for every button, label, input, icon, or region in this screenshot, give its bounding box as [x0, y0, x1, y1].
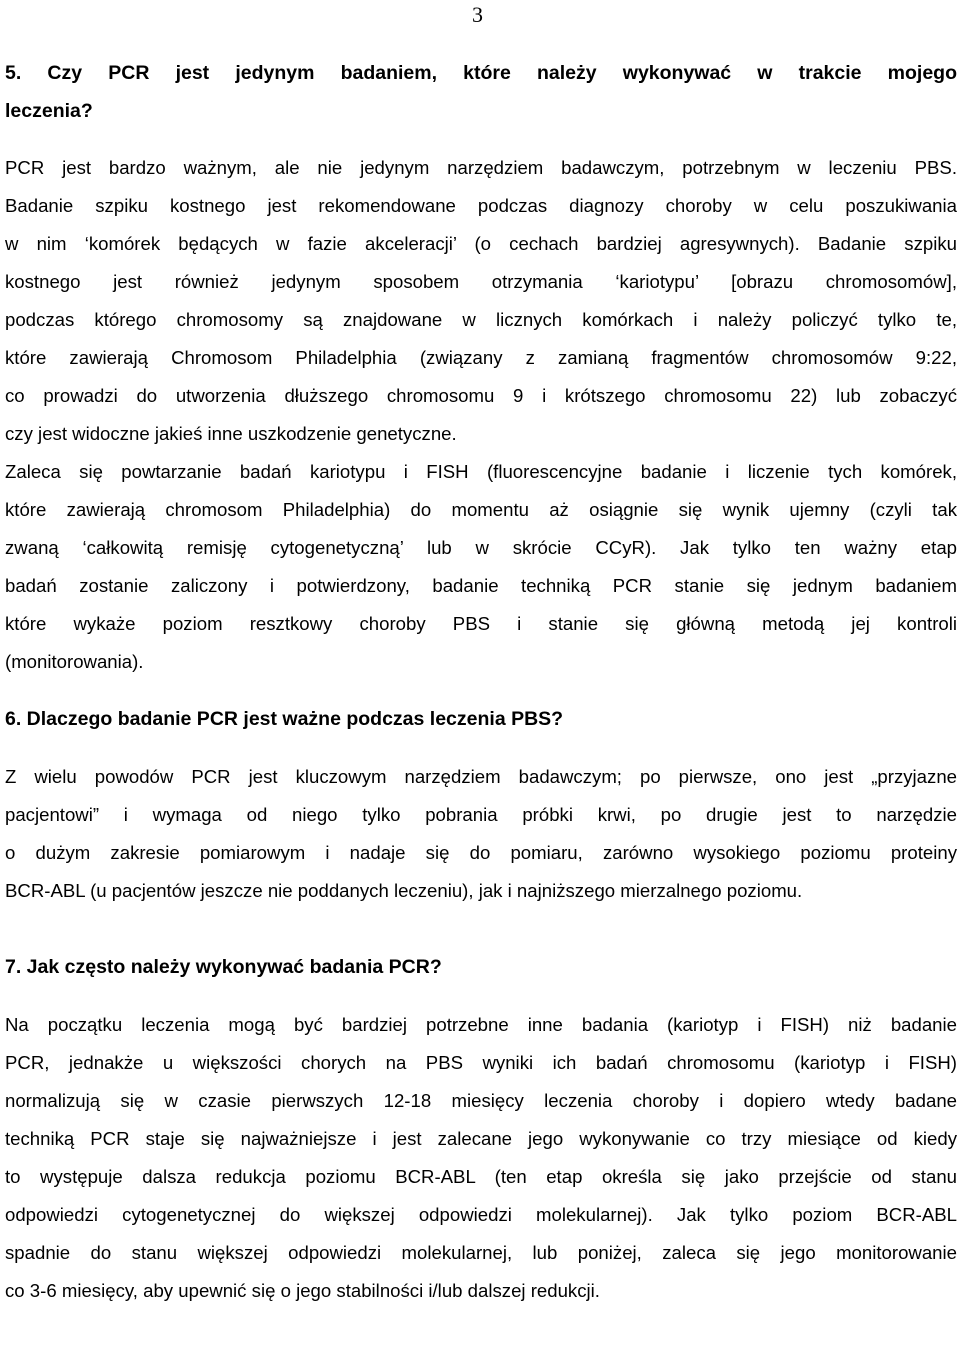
text-line: które zawierają chromosom Philadelphia) do momentu aż osiągnie się wynik ujemny (czyli tak — [5, 499, 957, 520]
section-6-title: 6. Dlaczego badanie PCR jest ważne podczas leczenia PBS? — [5, 708, 564, 730]
document-body — [5, 54, 957, 1310]
text-line: to występuje dalsza redukcja poziomu BCR-ABL (ten etap określa się jako przejście od stanu — [5, 1166, 957, 1187]
text-line: podczas którego chromosomy są znajdowane w licznych komórkach i należy policzyć tylko te, — [5, 309, 957, 330]
text-line: (monitorowania). — [5, 651, 144, 672]
text-line: które zawierają Chromosom Philadelphia (związany z zamianą fragmentów chromosomów 9:22, — [5, 347, 957, 368]
text-line: zwaną ‘całkowitą remisję cytogenetyczną’ lub w skrócie CCyR). Jak tylko ten ważny etap — [5, 537, 957, 558]
section-5-title — [5, 54, 957, 130]
text-line: spadnie do stanu większej odpowiedzi molekularnej, lub poniżej, zaleca się jego monitorowanie — [5, 1242, 957, 1263]
text-line: co 3-6 miesięcy, aby upewnić się o jego stabilności i/lub dalszej redukcji. — [5, 1280, 600, 1301]
text-line: pacjentowi” i wymaga od niego tylko pobrania próbki krwi, po drugie jest to narzędzie — [5, 804, 957, 825]
text-line: o dużym zakresie pomiarowym i nadaje się do pomiaru, zarówno wysokiego poziomu proteiny — [5, 842, 957, 863]
text-line: w nim ‘komórek będących w fazie akceleracji’ (o cechach bardziej agresywnych). Badanie szpiku — [5, 233, 957, 254]
text-line: BCR-ABL (u pacjentów jeszcze nie poddanych leczeniu), jak i najniższego mierzalnego poziomu. — [5, 880, 803, 901]
text-line: badań zostanie zaliczony i potwierdzony, badanie techniką PCR stanie się jednym badaniem — [5, 575, 957, 596]
section-5-paragraph-2 — [5, 453, 957, 681]
text-line: Na początku leczenia mogą być bardziej potrzebne inne badania (kariotyp i FISH) niż badanie — [5, 1014, 957, 1035]
text-line: kostnego jest również jedynym sposobem otrzymania ‘kariotypu’ [obrazu chromosomów], — [5, 271, 957, 292]
section-5-title-line: 5. Czy PCR jest jedynym badaniem, które należy wykonywać w trakcie mojego — [5, 62, 957, 84]
text-line: Zaleca się powtarzanie badań kariotypu i FISH (fluorescencyjne badanie i liczenie tych komórek, — [5, 461, 957, 482]
page-number: 3 — [472, 2, 483, 27]
text-line: które wykaże poziom resztkowy choroby PBS i stanie się główną metodą jej kontroli — [5, 613, 957, 634]
text-line: co prowadzi do utworzenia dłuższego chromosomu 9 i krótszego chromosomu 22) lub zobaczyć — [5, 385, 957, 406]
text-line: Z wielu powodów PCR jest kluczowym narzędziem badawczym; po pierwsze, ono jest „przyjazne — [5, 766, 957, 787]
text-line: czy jest widoczne jakieś inne uszkodzenie genetyczne. — [5, 423, 457, 444]
text-line: PCR jest bardzo ważnym, ale nie jedynym narzędziem badawczym, potrzebnym w leczeniu PBS. — [5, 157, 957, 178]
text-line: PCR, jednakże u większości chorych na PBS wyniki ich badań chromosomu (kariotyp i FISH) — [5, 1052, 957, 1073]
text-line: techniką PCR staje się najważniejsze i jest zalecane jego wykonywanie co trzy miesiące od kiedy — [5, 1128, 957, 1149]
section-5-paragraph-1 — [5, 149, 957, 453]
section-5-title-line: leczenia? — [5, 100, 93, 122]
text-line: Badanie szpiku kostnego jest rekomendowane podczas diagnozy choroby w celu poszukiwania — [5, 195, 957, 216]
section-7-paragraph — [5, 1006, 957, 1310]
text-line: normalizują się w czasie pierwszych 12-18 miesięcy leczenia choroby i dopiero wtedy badane — [5, 1090, 957, 1111]
section-6-paragraph — [5, 758, 957, 910]
section-7-title: 7. Jak często należy wykonywać badania PCR? — [5, 956, 442, 978]
text-line: odpowiedzi cytogenetycznej do większej odpowiedzi molekularnej). Jak tylko poziom BCR-ABL — [5, 1204, 957, 1225]
